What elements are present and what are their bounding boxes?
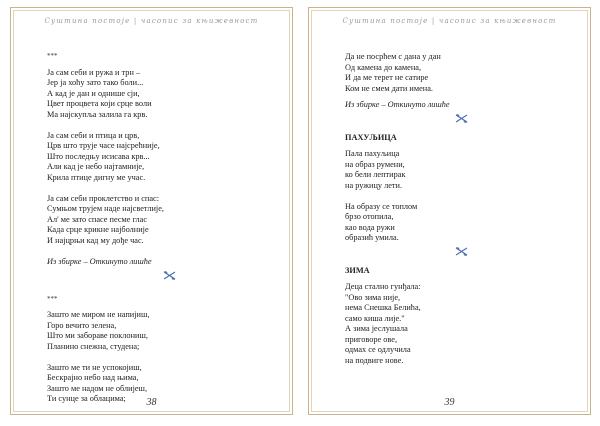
ornament-divider bbox=[47, 267, 282, 283]
verse-line: Сумњом трујем наде најсветлије, bbox=[47, 204, 164, 213]
verse-line: на ружицу лети. bbox=[345, 180, 403, 190]
left-page-text bbox=[47, 51, 282, 405]
verse-line: Горо вечито зелена, bbox=[47, 320, 117, 330]
verse-line: Ја сам себи и птица и црв, bbox=[47, 130, 140, 140]
ornament-icon bbox=[455, 247, 468, 256]
verse-line: Зашто ме миром не напијиш, bbox=[47, 310, 150, 319]
ornament-icon bbox=[163, 271, 176, 280]
ornament-divider bbox=[345, 111, 580, 127]
poem-stanza bbox=[47, 194, 282, 247]
verse-line: Зашто ме ти не успокојиш, bbox=[47, 362, 142, 372]
poem-title: ПАХУЉИЦА bbox=[345, 132, 397, 142]
left-page bbox=[10, 7, 293, 415]
verse-line: одмах се одлучила bbox=[345, 345, 411, 354]
verse-line: А зима јеслушала bbox=[345, 324, 408, 333]
poem-source: Из збирке – Откинуто лишће bbox=[345, 100, 450, 109]
verse-line: Пала пахуљица bbox=[345, 149, 400, 158]
verse-line: Јер ја хоћу зато тако боли... bbox=[47, 78, 144, 87]
verse-line: Када срце крикне најболније bbox=[47, 225, 149, 234]
verse-line: Крила птице дигну ме учас. bbox=[47, 172, 146, 182]
poem-stanza bbox=[345, 52, 580, 94]
right-page-text bbox=[345, 52, 580, 366]
verse-line: образић умила. bbox=[345, 233, 399, 242]
verse-line: Ти сунце за облацима; bbox=[47, 394, 126, 403]
section-stars: *** bbox=[47, 294, 58, 303]
verse-line: нема Снешка Белића, bbox=[345, 303, 421, 312]
poem-stanza bbox=[47, 131, 282, 184]
verse-line: И најцрњи кад му дође час. bbox=[47, 235, 144, 245]
verse-line: Црв што трује часе најсрећније, bbox=[47, 141, 160, 150]
section-stars: *** bbox=[47, 52, 58, 60]
verse-line: Ал' ме зато спасе песме глас bbox=[47, 214, 148, 224]
verse-line: Ком не смем дати имена. bbox=[345, 83, 433, 93]
verse-line: ко бели лептирак bbox=[345, 170, 406, 179]
verse-line: Али кад је небо најтамније, bbox=[47, 162, 145, 171]
ornament-divider bbox=[345, 244, 580, 260]
poem-stanza bbox=[345, 202, 580, 244]
verse-line: брзо отопила, bbox=[345, 212, 394, 221]
verse-line: Да не посрћем с дана у дан bbox=[345, 52, 441, 61]
verse-line: Што ми забораве поклониш, bbox=[47, 331, 148, 340]
ornament-icon bbox=[455, 114, 468, 123]
page-number: 39 bbox=[444, 397, 455, 408]
verse-line: Цвет процвета који срце воли bbox=[47, 99, 152, 108]
verse-line: И да ме терет не сатире bbox=[345, 73, 429, 82]
verse-line: А кад је дан и однише сји, bbox=[47, 88, 140, 98]
poem-source: Из збирке – Откинуто лишће bbox=[47, 256, 152, 266]
verse-line: само киша лије." bbox=[345, 313, 405, 323]
verse-line: на образ румени, bbox=[345, 159, 405, 169]
verse-line: Од камена до камена, bbox=[345, 62, 422, 72]
poem-title: ЗИМА bbox=[345, 265, 370, 275]
verse-line: Деца стално гунђала: bbox=[345, 282, 421, 291]
verse-line: као вода ружи bbox=[345, 222, 395, 232]
poem-stanza bbox=[345, 282, 580, 366]
verse-line: Бескрајно небо над њима, bbox=[47, 373, 139, 382]
verse-line: Планино снежна, студена; bbox=[47, 341, 140, 351]
verse-line: Ма најскупља залила га крв. bbox=[47, 109, 148, 119]
verse-line: На образу се топлом bbox=[345, 201, 418, 211]
running-header: Суштина постоје | часопис за књижевност bbox=[342, 17, 557, 25]
verse-line: "Ово зима није, bbox=[345, 292, 401, 302]
verse-line: Ја сам себи проклетство и спас: bbox=[47, 193, 159, 203]
verse-line: Што последњу исисава крв... bbox=[47, 151, 150, 161]
verse-line: Зашто ме надом не облијеш, bbox=[47, 383, 148, 393]
page-number: 38 bbox=[146, 397, 157, 408]
verse-line: Ја сам себи и ружа и трн – bbox=[47, 67, 141, 77]
poem-stanza bbox=[47, 310, 282, 352]
verse-line: приговоре ове, bbox=[345, 334, 398, 344]
verse-line: на подвиге нове. bbox=[345, 355, 404, 365]
poem-stanza bbox=[345, 149, 580, 191]
poem-stanza bbox=[47, 68, 282, 121]
right-page bbox=[308, 7, 591, 415]
running-header: Суштина постоје | часопис за књижевност bbox=[44, 17, 259, 25]
